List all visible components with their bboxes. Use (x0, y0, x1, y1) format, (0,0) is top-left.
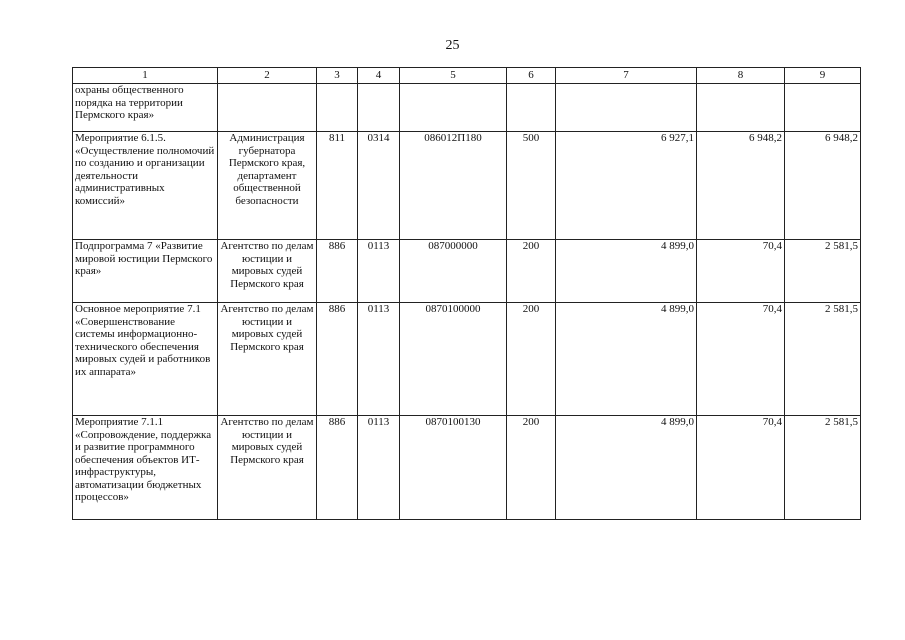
amount-cell: 2 581,5 (785, 240, 861, 303)
executor-cell (218, 84, 317, 132)
expense-type-cell: 200 (507, 303, 556, 416)
row-name-cell: Мероприятие 7.1.1 «Сопровождение, поддержка и развитие программного обеспечения объектов ИТ-инфраструктуры, автоматизации бюджетных процессов» (73, 416, 218, 520)
column-header: 6 (507, 68, 556, 84)
table-row (73, 240, 861, 303)
section-cell: 0314 (358, 132, 400, 240)
code-cell (317, 84, 358, 132)
budget-table (72, 67, 861, 520)
column-header: 2 (218, 68, 317, 84)
column-header: 5 (400, 68, 507, 84)
column-header: 7 (556, 68, 697, 84)
row-name-cell: Подпрограмма 7 «Развитие мировой юстиции Пермского края» (73, 240, 218, 303)
code-cell: 811 (317, 132, 358, 240)
table-row (73, 132, 861, 240)
row-name-cell: Мероприятие 6.1.5. «Осуществление полномочий по созданию и организации деятельности административных комиссий» (73, 132, 218, 240)
target-article-cell: 0870100000 (400, 303, 507, 416)
expense-type-cell: 200 (507, 240, 556, 303)
section-cell: 0113 (358, 416, 400, 520)
row-name-cell: охраны общественного порядка на территории Пермского края» (73, 84, 218, 132)
column-header: 3 (317, 68, 358, 84)
target-article-cell: 087000000 (400, 240, 507, 303)
code-cell: 886 (317, 240, 358, 303)
amount-cell: 6 948,2 (785, 132, 861, 240)
row-name-cell: Основное мероприятие 7.1 «Совершенствование системы информационно-технического обеспечения мировых судей и работников их аппарата» (73, 303, 218, 416)
executor-cell: Агентство по делам юстиции и мировых судей Пермского края (218, 303, 317, 416)
column-header: 4 (358, 68, 400, 84)
column-header: 8 (697, 68, 785, 84)
amount-cell (785, 84, 861, 132)
column-header: 1 (73, 68, 218, 84)
table-row (73, 84, 861, 132)
amount-cell: 70,4 (697, 240, 785, 303)
amount-cell (697, 84, 785, 132)
amount-cell: 6 948,2 (697, 132, 785, 240)
amount-cell (556, 84, 697, 132)
page-number: 25 (445, 38, 460, 53)
table-row (73, 303, 861, 416)
amount-cell: 2 581,5 (785, 416, 861, 520)
executor-cell: Агентство по делам юстиции и мировых судей Пермского края (218, 416, 317, 520)
amount-cell: 2 581,5 (785, 303, 861, 416)
amount-cell: 6 927,1 (556, 132, 697, 240)
executor-cell: Администрация губернатора Пермского края, департамент общественной безопасности (218, 132, 317, 240)
expense-type-cell: 200 (507, 416, 556, 520)
column-header: 9 (785, 68, 861, 84)
expense-type-cell (507, 84, 556, 132)
amount-cell: 4 899,0 (556, 416, 697, 520)
code-cell: 886 (317, 303, 358, 416)
section-cell: 0113 (358, 240, 400, 303)
amount-cell: 4 899,0 (556, 240, 697, 303)
target-article-cell: 0870100130 (400, 416, 507, 520)
section-cell: 0113 (358, 303, 400, 416)
executor-cell: Агентство по делам юстиции и мировых судей Пермского края (218, 240, 317, 303)
column-number-row (73, 68, 861, 84)
table-row (73, 416, 861, 520)
amount-cell: 4 899,0 (556, 303, 697, 416)
amount-cell: 70,4 (697, 303, 785, 416)
code-cell: 886 (317, 416, 358, 520)
target-article-cell: 086012П180 (400, 132, 507, 240)
amount-cell: 70,4 (697, 416, 785, 520)
section-cell (358, 84, 400, 132)
expense-type-cell: 500 (507, 132, 556, 240)
target-article-cell (400, 84, 507, 132)
